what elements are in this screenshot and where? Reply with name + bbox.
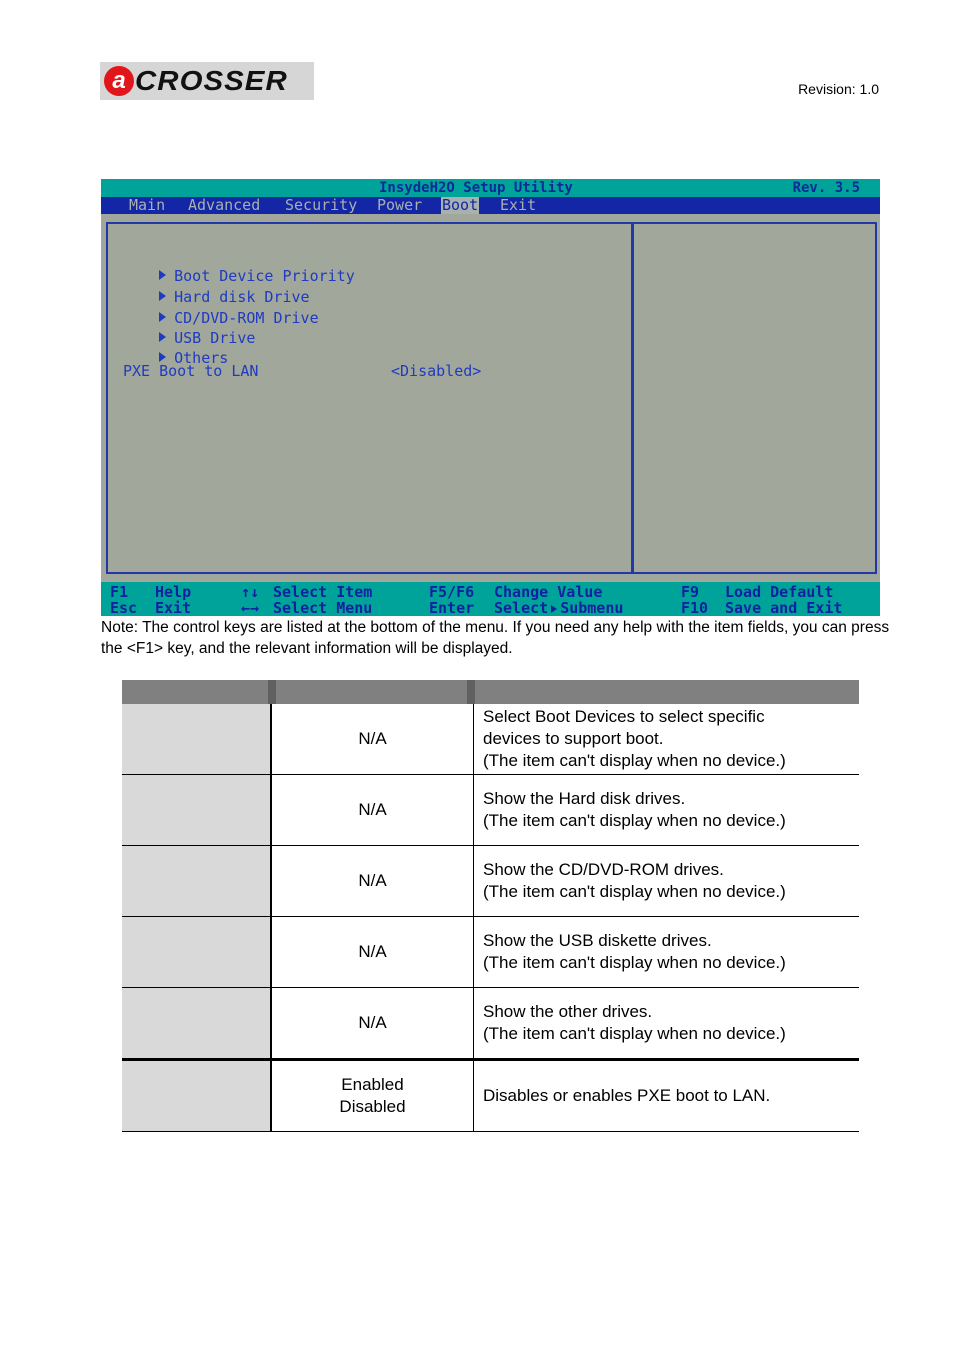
table-row (122, 917, 859, 988)
bios-title-bar (101, 179, 880, 197)
header-separator (467, 680, 475, 704)
bios-item-pxe-boot-label[interactable]: PXE Boot to LAN (123, 362, 259, 380)
bios-menu-boot[interactable]: Boot (442, 196, 479, 214)
item-cell (122, 988, 272, 1058)
key-f5-f6: F5/F6 (429, 583, 475, 601)
bios-menu-advanced[interactable]: Advanced (188, 196, 261, 214)
description-cell: Disables or enables PXE boot to LAN. (483, 1086, 771, 1105)
bios-menu-bar (101, 197, 880, 214)
key-save-exit-label: Save and Exit (725, 599, 843, 617)
table-row (122, 988, 859, 1059)
bios-item-pxe-boot-value[interactable]: <Disabled> (391, 362, 482, 380)
bios-help-panel (631, 222, 877, 574)
bios-item-hard-disk-drive[interactable]: Hard disk Drive (123, 270, 310, 324)
key-esc: Esc (110, 599, 138, 617)
table-row (122, 1059, 859, 1132)
bios-item-others[interactable]: Others (123, 331, 228, 385)
description-cell: Show the USB diskette drives. (The item can't display when no device.) (483, 931, 786, 972)
table-row (122, 846, 859, 917)
item-cell (122, 846, 272, 916)
acrosser-logo (100, 62, 314, 100)
key-help-label: Help (155, 583, 192, 601)
item-cell (122, 775, 272, 845)
bios-item-usb-drive[interactable]: USB Drive (123, 311, 255, 365)
submenu-arrow-icon (551, 605, 557, 613)
bios-menu-power[interactable]: Power (377, 196, 423, 214)
header-separator (268, 680, 276, 704)
logo-mark: a (104, 66, 134, 96)
logo-text: CROSSER (135, 65, 288, 96)
bios-item-cd-dvd-rom-drive[interactable]: CD/DVD-ROM Drive (123, 291, 319, 345)
bios-footer-keys (101, 582, 880, 616)
bios-menu-main[interactable]: Main (129, 196, 166, 214)
options-cell: Enabled Disabled (272, 1061, 474, 1131)
key-load-default-label: Load Default (725, 583, 834, 601)
description-cell: Show the CD/DVD-ROM drives. (The item can't display when no device.) (483, 860, 786, 901)
key-up-down: ↑↓ (241, 583, 260, 601)
bios-menu-exit[interactable]: Exit (500, 196, 537, 214)
key-f9: F9 (681, 583, 700, 601)
bios-title: InsydeH2O Setup Utility (379, 180, 573, 196)
table-row (122, 704, 859, 775)
key-select-item-label: Select Item (273, 583, 373, 601)
boot-options-table (122, 680, 859, 1132)
table-row (122, 775, 859, 846)
submenu-arrow-icon (159, 352, 166, 362)
description-cell: Select Boot Devices to select specific devices to support boot. (The item can't display when no device.) (483, 707, 786, 770)
key-enter: Enter (429, 599, 475, 617)
options-cell: N/A (272, 988, 474, 1058)
key-select-submenu-label: Select Submenu (494, 599, 624, 617)
description-cell: Show the other drives. (The item can't display when no device.) (483, 1002, 786, 1043)
bios-revision: Rev. 3.5 (792, 180, 860, 196)
key-exit-label: Exit (155, 599, 192, 617)
bios-setup-screenshot (101, 179, 880, 616)
options-cell: N/A (272, 704, 474, 774)
control-keys-note: Note: The control keys are listed at the bottom of the menu. If you need any help with the item fields, you can press the <F1> key, and the relevant information will be displayed. (101, 619, 890, 657)
key-select-menu-label: Select Menu (273, 599, 373, 617)
key-f10: F10 (681, 599, 709, 617)
item-cell (122, 1061, 272, 1131)
bios-item-boot-device-priority[interactable]: Boot Device Priority (123, 249, 355, 303)
description-cell: Show the Hard disk drives. (The item can't display when no device.) (483, 789, 786, 830)
key-change-value-label: Change Value (494, 583, 603, 601)
options-cell: N/A (272, 775, 474, 845)
bios-menu-security[interactable]: Security (285, 196, 358, 214)
item-cell (122, 917, 272, 987)
options-cell: N/A (272, 917, 474, 987)
item-cell (122, 704, 272, 774)
options-cell: N/A (272, 846, 474, 916)
revision-label: Revision: 1.0 (798, 81, 879, 97)
table-header (122, 680, 859, 704)
key-left-right: ←→ (241, 599, 260, 617)
key-f1: F1 (110, 583, 129, 601)
